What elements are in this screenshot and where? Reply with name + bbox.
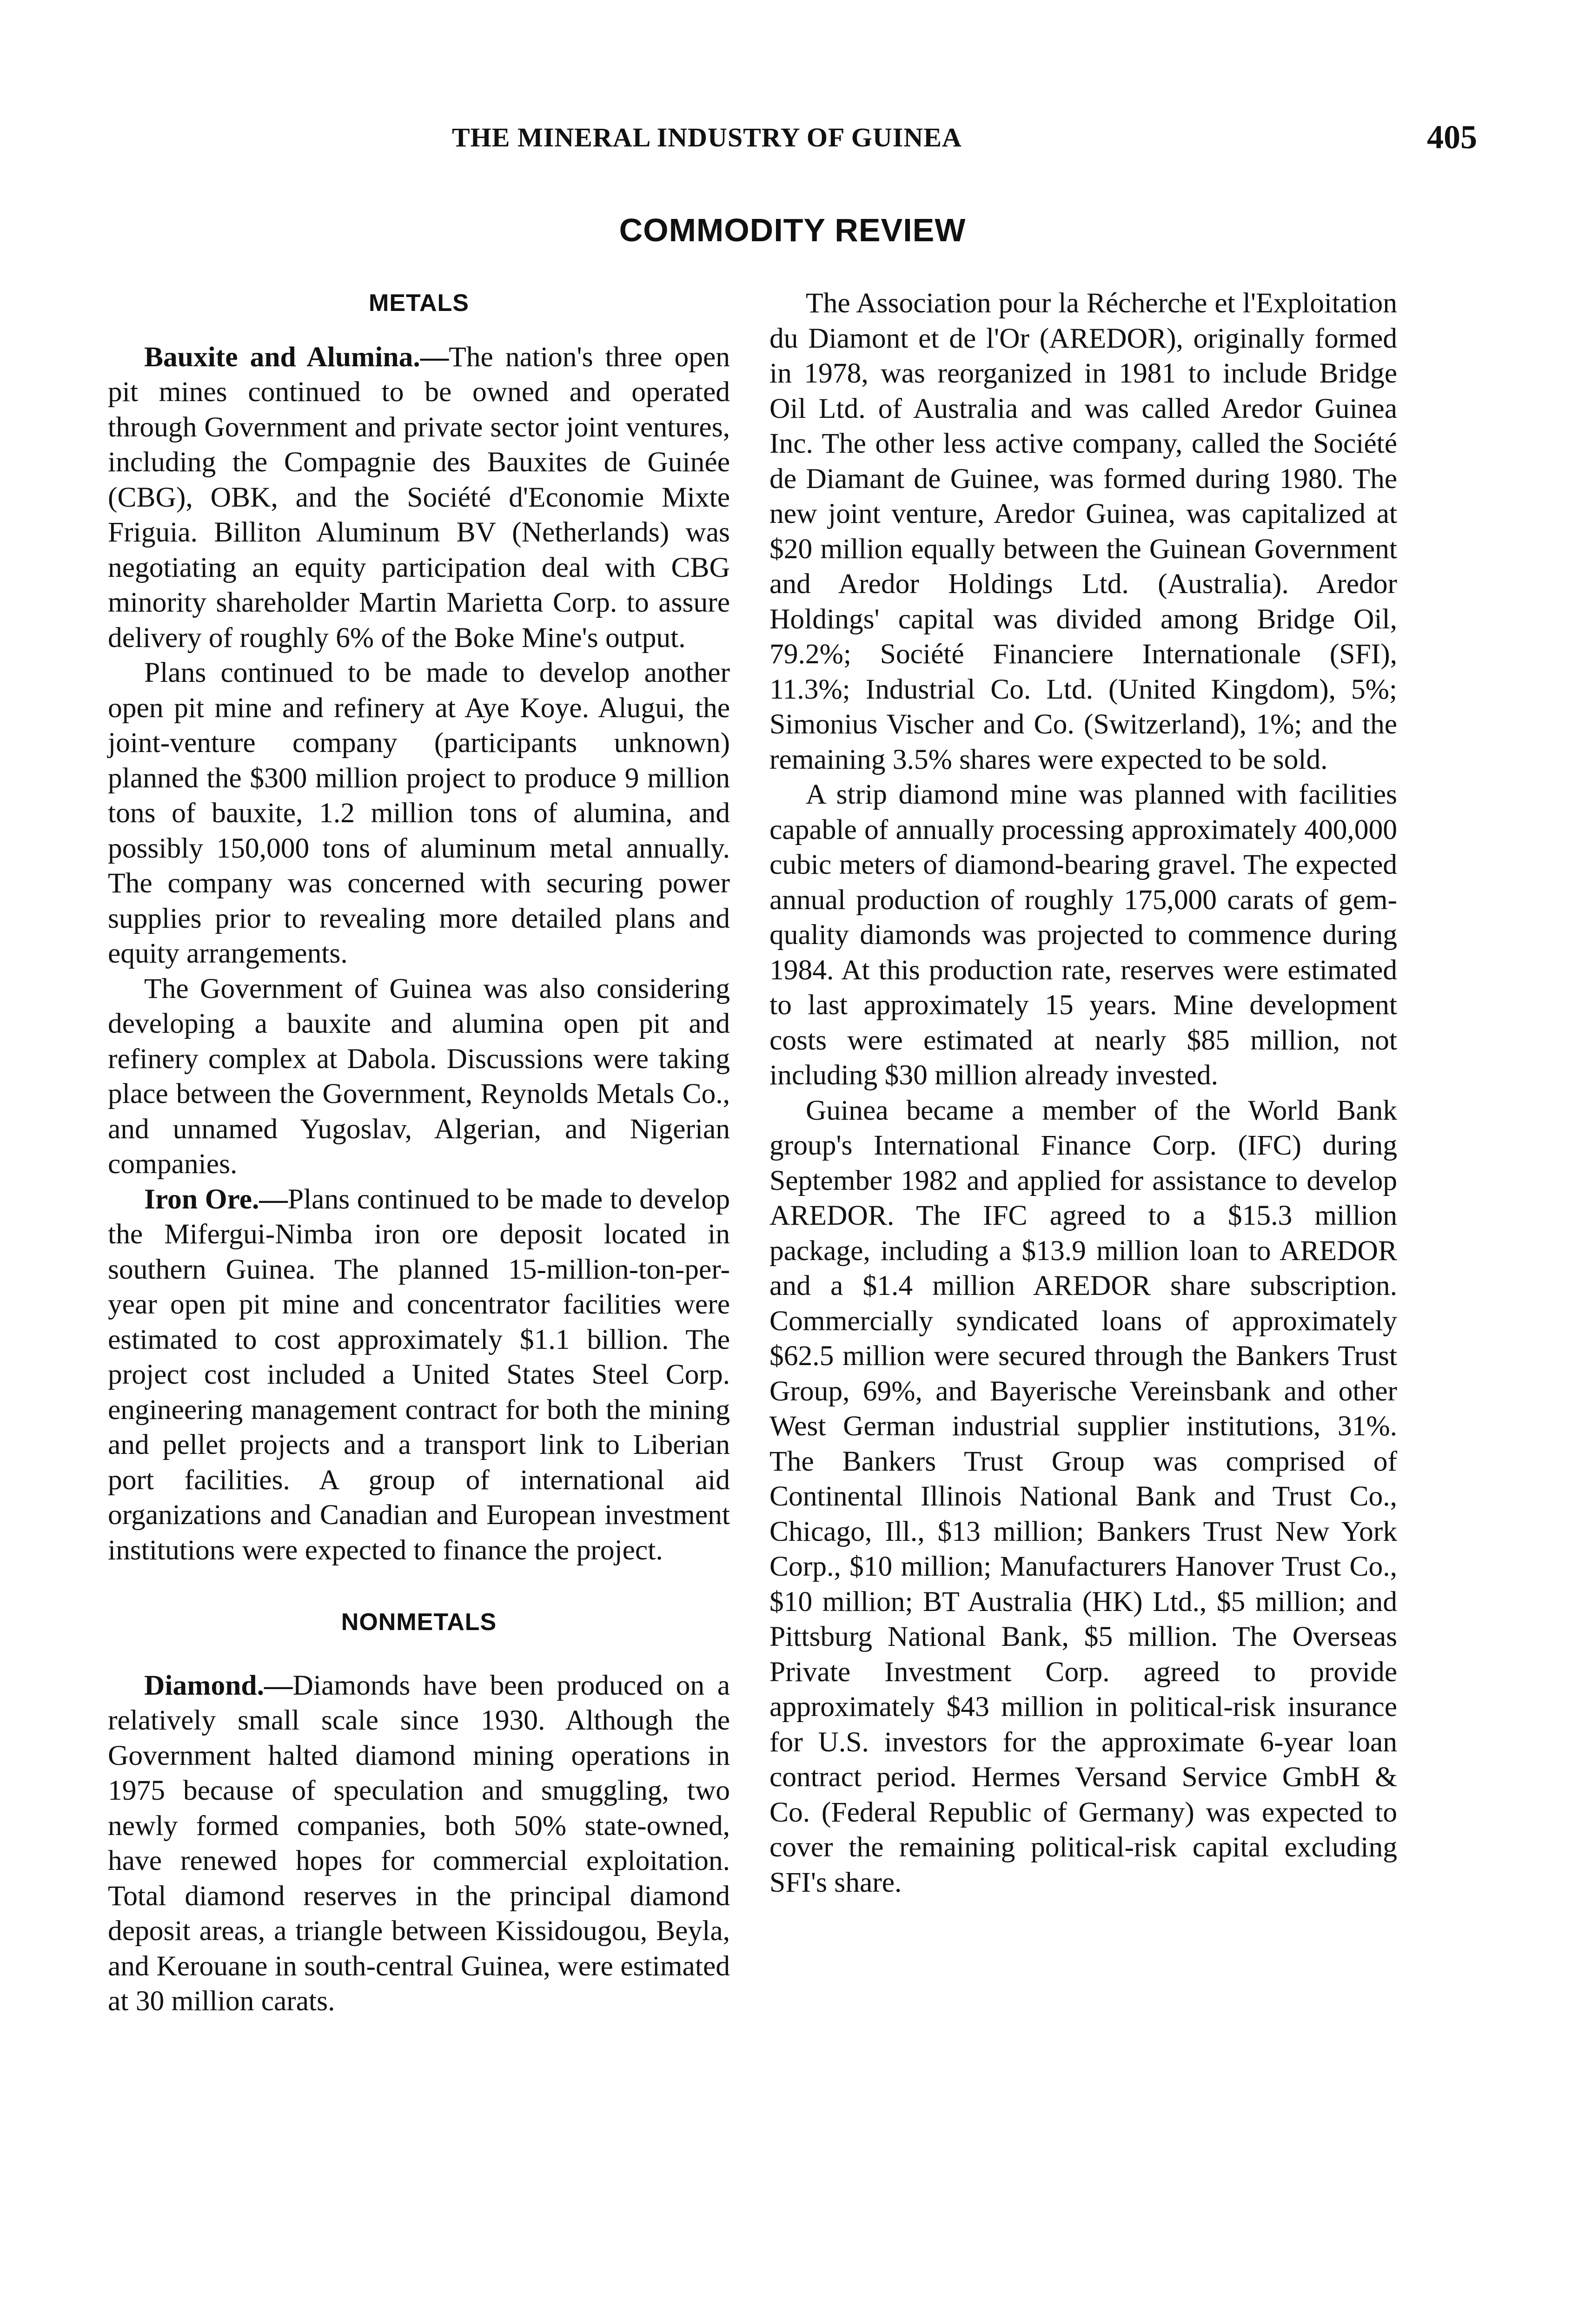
diamond-runin-heading: Diamond.—: [144, 1669, 293, 1701]
aredor-paragraph: The Association pour la Récherche et l'Exploitation du Diamont et de l'Or (AREDOR), originally formed in 1978, was reorganized in 1981 to include Bridge Oil Ltd. of Australia and was called Aredor Guinea Inc. The other less active company, called the Société de Diamant de Guinee, was formed during 1980. The new joint venture, Aredor Guinea, was capitalized at $20 million equally between the Guinean Government and Aredor Holdings Ltd. (Australia). Aredor Holdings' capital was divided among Bridge Oil, 79.2%; Société Financiere Internationale (SFI), 11.3%; Industrial Co. Ltd. (United Kingdom), 5%; Simonius Vischer and Co. (Switzerland), 1%; and the remaining 3.5% shares were expected to be sold.: [769, 287, 1397, 775]
strip-mine-paragraph: A strip diamond mine was planned with facilities capable of annually processing approximately 400,000 cubic meters of diamond-bearing gravel. The expected annual production of roughly 175,000 carats of gem-quality diamonds was projected to commence during 1984. At this production rate, reserves were estimated to last approximately 15 years. Mine development costs were estimated at nearly $85 million, not including $30 million already invested.: [769, 779, 1397, 1091]
running-title: THE MINERAL INDUSTRY OF GUINEA: [452, 122, 962, 152]
right-column: [769, 286, 1397, 1900]
metals-heading: METALS: [369, 290, 469, 317]
bauxite-runin-heading: Bauxite and Alumina.—: [144, 341, 449, 373]
diamond-paragraph-1-text: Diamonds have been produced on a relatively small scale since 1930. Although the Government halted diamond mining operations in 1975 because of speculation and smuggling, two newly formed companies, both 50% state-owned, have renewed hopes for commercial exploitation. Total diamond reserves in the principal diamond deposit areas, a triangle between Kissidougou, Beyla, and Kerouane in south-central Guinea, were estimated at 30 million carats.: [108, 1669, 730, 2017]
left-column: [108, 286, 730, 2019]
section-title: COMMODITY REVIEW: [619, 212, 966, 248]
iron-ore-paragraph-text: Plans continued to be made to develop the Mifergui-Nimba iron ore deposit located in southern Guinea. The planned 15-million-ton-per-year open pit mine and concentrator facilities were estimated to cost approximately $1.1 billion. The project cost included a United States Steel Corp. engineering management contract for both the mining and pellet projects and a transport link to Liberian port facilities. A group of international aid organizations and Canadian and European investment institutions were expected to finance the project.: [108, 1183, 730, 1566]
bauxite-paragraph-1-text: The nation's three open pit mines continued to be owned and operated through Government and private sector joint ventures, including the Compagnie des Bauxites de Guinée (CBG), OBK, and the Société d'Economie Mixte Friguia. Billiton Aluminum BV (Netherlands) was negotiating an equity participation deal with CBG minority shareholder Martin Marietta Corp. to assure delivery of roughly 6% of the Boke Mine's output.: [108, 341, 730, 654]
iron-ore-paragraph: [108, 1182, 730, 1568]
bauxite-paragraph-3: The Government of Guinea was also considering developing a bauxite and alumina open pit and refinery complex at Dabola. Discussions were taking place between the Government, Reynolds Metals Co., and unnamed Yugoslav, Algerian, and Nigerian companies.: [108, 972, 730, 1180]
financing-paragraph: Guinea became a member of the World Bank group's International Finance Corp. (IFC) during September 1982 and applied for assistance to develop AREDOR. The IFC agreed to a $15.3 million package, including a $13.9 million loan to AREDOR and a $1.4 million AREDOR share subscription. Commercially syndicated loans of approximately $62.5 million were secured through the Bankers Trust Group, 69%, and Bayerische Vereinsbank and other West German industrial supplier institutions, 31%. The Bankers Trust Group was comprised of Continental Illinois National Bank and Trust Co., Chicago, Ill., $13 million; Bankers Trust New York Corp., $10 million; Manufacturers Hanover Trust Co., $10 million; BT Australia (HK) Ltd., $5 million; and Pittsburg National Bank, $5 million. The Overseas Private Investment Corp. agreed to provide approximately $43 million in political-risk insurance for U.S. investors for the approximate 6-year loan contract period. Hermes Versand Service GmbH & Co. (Federal Republic of Germany) was expected to cover the remaining political-risk capital excluding SFI's share.: [769, 1094, 1397, 1898]
bauxite-paragraph-1: [108, 340, 730, 656]
running-header: [108, 119, 1477, 159]
bauxite-paragraph-2: Plans continued to be made to develop another open pit mine and refinery at Aye Koye. Alugui, the joint-venture company (participants unknown) planned the $300 million project to produce 9 million tons of bauxite, 1.2 million tons of alumina, and possibly 150,000 tons of aluminum metal annually. The company was concerned with securing power supplies prior to revealing more detailed plans and equity arrangements.: [108, 657, 730, 969]
nonmetals-heading: NONMETALS: [341, 1609, 497, 1636]
diamond-paragraph-1: [108, 1668, 730, 2019]
page-number: 405: [1427, 119, 1477, 156]
iron-ore-runin-heading: Iron Ore.—: [144, 1183, 288, 1215]
